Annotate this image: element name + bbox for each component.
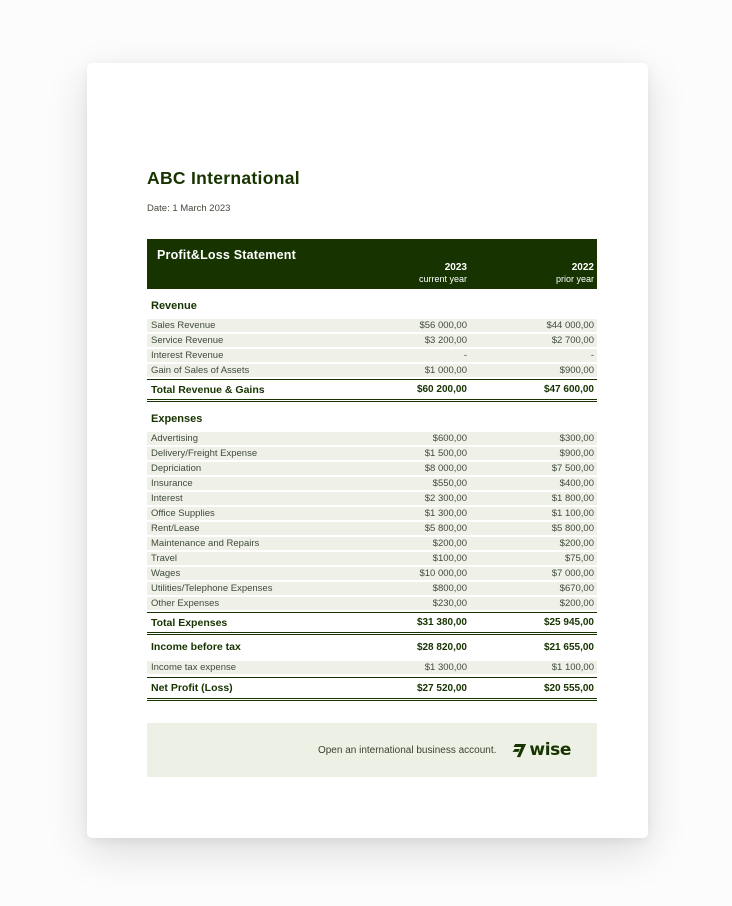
row-prior-value: $670,00	[559, 583, 594, 594]
row-current-value: $5 800,00	[424, 523, 467, 534]
row-current-value: $56 000,00	[419, 320, 467, 331]
row-prior-value: $400,00	[559, 478, 594, 489]
total-prior-value: $25 945,00	[543, 617, 594, 628]
row-label: Wages	[151, 568, 181, 579]
net-profit-row	[147, 677, 597, 701]
total-prior-value: $47 600,00	[543, 384, 594, 395]
company-name: ABC International	[147, 168, 300, 188]
summary-prior-value: $21 655,00	[543, 641, 594, 653]
table-row	[147, 537, 597, 550]
row-current-value: $800,00	[432, 583, 467, 594]
table-row	[147, 507, 597, 520]
table-row	[147, 477, 597, 490]
total-label: Total Expenses	[151, 616, 228, 629]
row-prior-value: $7 000,00	[551, 568, 594, 579]
row-current-value: $3 200,00	[424, 335, 467, 346]
row-prior-value: $5 800,00	[551, 523, 594, 534]
summary-label: Income tax expense	[151, 662, 237, 673]
row-label: Gain of Sales of Assets	[151, 365, 250, 376]
row-label: Depriciation	[151, 463, 202, 474]
row-current-value: -	[463, 350, 467, 361]
row-current-value: $600,00	[432, 433, 467, 444]
wise-logo[interactable]	[512, 740, 571, 760]
cta-link[interactable]: Open an international business account.	[317, 744, 497, 756]
row-prior-value: $2 700,00	[551, 335, 594, 346]
row-label: Maintenance and Repairs	[151, 538, 260, 549]
table-row	[147, 432, 597, 445]
row-label: Office Supplies	[151, 508, 215, 519]
row-current-value: $8 000,00	[424, 463, 467, 474]
row-current-value: $1 300,00	[424, 508, 467, 519]
summary-prior-value: $1 100,00	[551, 662, 594, 673]
table-row	[147, 492, 597, 505]
statement-title: Profit&Loss Statement	[157, 248, 296, 262]
row-current-value: $230,00	[432, 598, 467, 609]
table-row	[147, 364, 597, 377]
row-label: Interest Revenue	[151, 350, 224, 361]
table-row	[147, 522, 597, 535]
current-year-sublabel: current year	[418, 274, 467, 284]
table-row	[147, 567, 597, 580]
table-row	[147, 447, 597, 460]
table-row	[147, 582, 597, 595]
total-current-value: $60 200,00	[416, 384, 467, 395]
total-expenses-row	[147, 612, 597, 635]
row-prior-value: $1 800,00	[551, 493, 594, 504]
table-row	[147, 462, 597, 475]
row-prior-value: $200,00	[559, 598, 594, 609]
row-prior-value: -	[590, 350, 594, 361]
row-prior-value: $900,00	[559, 365, 594, 376]
column-header-prior-year	[470, 262, 597, 284]
row-current-value: $1 500,00	[424, 448, 467, 459]
row-label: Interest	[151, 493, 183, 504]
row-current-value: $200,00	[432, 538, 467, 549]
table-row	[147, 552, 597, 565]
row-label: Other Expenses	[151, 598, 220, 609]
table-row	[147, 597, 597, 610]
table-row	[147, 334, 597, 347]
wise-wordmark: wise	[529, 740, 571, 760]
section-heading-revenue: Revenue	[151, 300, 197, 312]
document-date: Date: 1 March 2023	[147, 203, 231, 214]
prior-year-label: 2022	[571, 262, 594, 273]
row-label: Delivery/Freight Expense	[151, 448, 258, 459]
current-year-label: 2023	[444, 262, 467, 273]
row-label: Travel	[151, 553, 178, 564]
row-prior-value: $44 000,00	[546, 320, 594, 331]
table-row	[147, 319, 597, 332]
total-current-value: $31 380,00	[416, 617, 467, 628]
total-revenue-row	[147, 379, 597, 402]
summary-label: Income before tax	[151, 641, 241, 653]
row-prior-value: $1 100,00	[551, 508, 594, 519]
row-prior-value: $300,00	[559, 433, 594, 444]
row-label: Utilities/Telephone Expenses	[151, 583, 273, 594]
row-prior-value: $7 500,00	[551, 463, 594, 474]
row-prior-value: $200,00	[559, 538, 594, 549]
summary-current-value: $1 300,00	[424, 662, 467, 673]
row-current-value: $2 300,00	[424, 493, 467, 504]
summary-current-value: $27 520,00	[416, 682, 467, 694]
summary-label: Net Profit (Loss)	[151, 682, 233, 694]
year-column-headers	[343, 262, 597, 284]
total-label: Total Revenue & Gains	[151, 383, 265, 396]
section-heading-expenses: Expenses	[151, 413, 203, 425]
row-current-value: $100,00	[432, 553, 467, 564]
column-header-current-year	[343, 262, 470, 284]
row-prior-value: $75,00	[564, 553, 594, 564]
income-tax-expense-row	[147, 661, 597, 674]
statement-header-bar	[147, 239, 597, 289]
row-label: Sales Revenue	[151, 320, 216, 331]
prior-year-sublabel: prior year	[555, 274, 594, 284]
document-page	[87, 63, 648, 838]
wise-flag-icon	[512, 743, 527, 758]
row-label: Rent/Lease	[151, 523, 200, 534]
row-current-value: $1 000,00	[424, 365, 467, 376]
document-content	[87, 63, 648, 777]
summary-prior-value: $20 555,00	[543, 682, 594, 694]
footer-cta-bar	[147, 723, 597, 777]
income-before-tax-row	[147, 635, 597, 659]
summary-current-value: $28 820,00	[416, 641, 467, 653]
row-current-value: $550,00	[432, 478, 467, 489]
row-label: Service Revenue	[151, 335, 224, 346]
row-prior-value: $900,00	[559, 448, 594, 459]
row-label: Insurance	[151, 478, 193, 489]
table-row	[147, 349, 597, 362]
row-current-value: $10 000,00	[419, 568, 467, 579]
row-label: Advertising	[151, 433, 198, 444]
